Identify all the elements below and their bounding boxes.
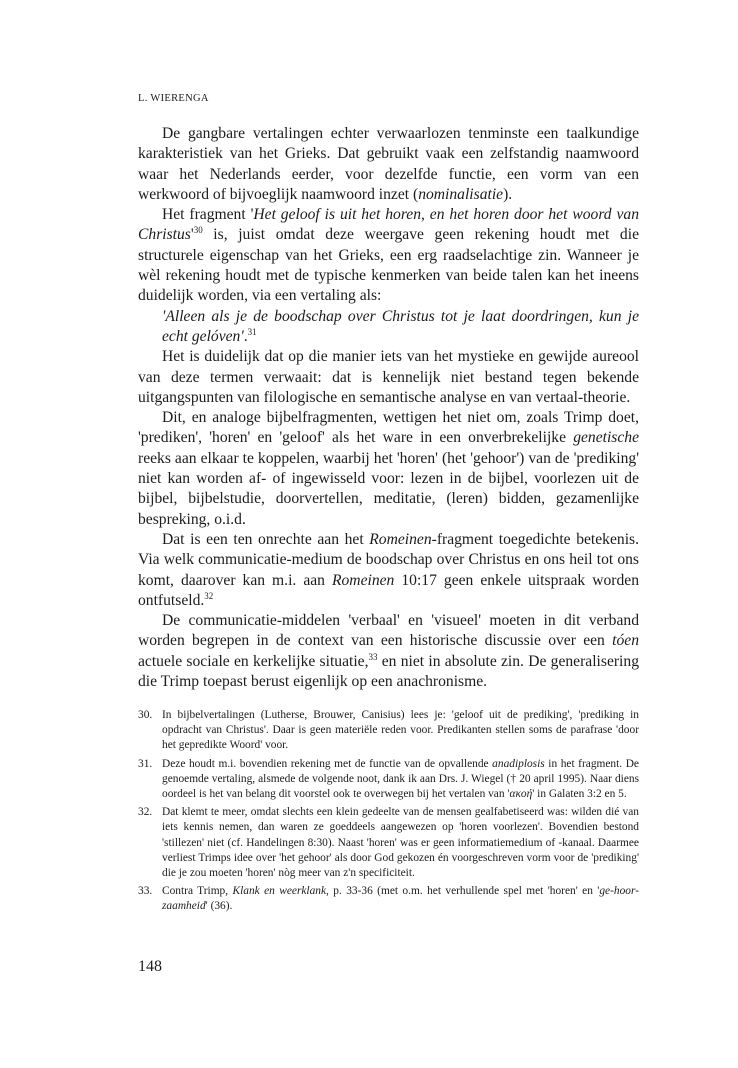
footnote bbox=[138, 884, 639, 914]
italic-text: Het geloof is uit het horen, en het horen door het woord van Christus bbox=[138, 206, 640, 244]
footnote-number: 32. bbox=[138, 806, 153, 819]
paragraph bbox=[138, 124, 639, 205]
text-run: Dat is een ten onrechte aan het bbox=[162, 530, 370, 548]
footnote bbox=[138, 805, 639, 881]
text-run: -fragment toegedichte betekenis. Via welk communicatie-medium de boodschap over Christus en ons heil tot ons komt, daarover kan m.i. aan bbox=[138, 530, 640, 589]
text-run: 10:17 geen enkele uitspraak worden ontfutseld. bbox=[138, 571, 639, 609]
text-run: ' (36). bbox=[205, 900, 233, 913]
text-run: Deze houdt m.i. bovendien rekening met de functie van de opvallende bbox=[162, 757, 493, 770]
italic-text: Romeinen bbox=[331, 571, 395, 589]
italic-text: anadiplosis bbox=[492, 757, 545, 770]
italic-text: ge-hoor-zaamheid bbox=[162, 885, 639, 913]
text-run: , p. 33-36 (met o.m. het verhullende spel met 'horen' en ' bbox=[326, 885, 600, 898]
italic-text: ακοή bbox=[509, 788, 533, 801]
italic-text: 'Alleen als je de boodschap over Christus tot je laat doordringen, kun je echt gelóven' bbox=[162, 307, 639, 345]
text-run: actuele sociale en kerkelijke situatie, bbox=[138, 652, 369, 670]
text-run: is, juist omdat deze weergave geen rekening houdt met die structurele eigenschap van het Grieks, een erg raadselachtige zin. Wanneer je wèl rekening houdt met de typische kenmerken van beide talen kan het ineens duidelijk worden, via een vertaling als: bbox=[138, 226, 639, 305]
italic-text: Romeinen bbox=[369, 530, 432, 548]
running-head: L. WIERENGA bbox=[138, 93, 209, 104]
text-run: en niet in absolute zin. De generalisering die Trimp toepast berust eigenlijk op een anachronisme. bbox=[138, 652, 639, 691]
italic-text: Klank en weerklank bbox=[232, 885, 327, 898]
footnote-reference: 33 bbox=[368, 651, 378, 662]
paragraph bbox=[138, 530, 639, 611]
paragraph bbox=[138, 205, 639, 306]
page-number: 148 bbox=[138, 958, 162, 975]
text-run: in het fragment. De genoemde vertaling, alsmede de volgende noot, dank ik aan Drs. J. Wiegel († 20 april 1995). Naar diens oordeel is het van belang dit voorstel ook te overwegen bij het vertalen van ' bbox=[162, 757, 639, 801]
footnote-reference: 30 bbox=[193, 225, 203, 236]
footnote bbox=[138, 757, 639, 803]
italic-text: nominalisatie bbox=[418, 185, 504, 203]
block-quote bbox=[138, 307, 639, 348]
footnote-reference: 32 bbox=[204, 590, 214, 601]
footnotes bbox=[138, 708, 639, 918]
text-run: ' in Galaten 3:2 en 5. bbox=[532, 788, 627, 801]
text-run: De communicatie-middelen 'verbaal' en 'visueel' moeten in dit verband worden begrepen in de context van een historische discussie over een bbox=[138, 612, 639, 650]
text-run: Het fragment ' bbox=[162, 206, 254, 224]
paragraph bbox=[138, 611, 639, 692]
text-run: Dit, en analoge bijbelfragmenten, wettigen het niet om, zoals Trimp doet, 'prediken', 'horen' en 'geloof' als het ware in een onverbrekelijke bbox=[138, 409, 639, 447]
text-run: Het is duidelijk dat op die manier iets van het mystieke en gewijde aureool van deze termen verwaait: dat is kennelijk niet bestand tegen bekende uitgangspunten van filologische en semantische analyse en van vertaal-theorie. bbox=[138, 348, 639, 406]
text-run: Contra Trimp, bbox=[162, 885, 233, 898]
text-run: De gangbare vertalingen echter verwaarlozen tenminste een taalkundige karakteristiek van het Grieks. Dat gebruikt vaak een zelfstandig naamwoord waar het Nederlands eerder, voor dezelfde functie, een vorm van een werkwoord of bijvoeglijk naamwoord inzet ( bbox=[138, 125, 639, 203]
body-text bbox=[138, 124, 639, 692]
italic-text: tóen bbox=[612, 632, 639, 650]
footnote bbox=[138, 708, 639, 754]
footnote-number: 30. bbox=[138, 709, 153, 721]
paragraph bbox=[138, 408, 639, 530]
footnote-number: 33. bbox=[138, 885, 153, 898]
text-run: In bijbelvertalingen (Lutherse, Brouwer, Canisius) lees je: 'geloof uit de prediking', 'prediking in opdracht van Christus'. Daar is geen materiële reden voor. Predikanten stellen soms de parafrase 'door het gepredikte Woord' voor. bbox=[162, 709, 639, 752]
footnote-number: 31. bbox=[138, 757, 153, 770]
text-run: ' bbox=[190, 226, 194, 244]
footnote-reference: 31 bbox=[247, 326, 257, 337]
italic-text: genetische bbox=[573, 429, 639, 447]
paragraph bbox=[138, 347, 639, 408]
text-run: . bbox=[243, 327, 248, 345]
text-run: Dat klemt te meer, omdat slechts een klein gedeelte van de mensen gealfabetiseerd was: wilden dié van iets kennis nemen, dan waren ze goeddeels aangewezen op 'horen voorlezen'. Bovendien bestond 'stillezen' niet (cf. Handelingen 8:30). Naast 'horen' was er geen informatiemedium of -kanaal. Daarmee verliest Trimps idee over 'het gehoor' als door God gekozen én voorgeschreven vorm voor de 'prediking' die je zou moeten 'horen' nòg meer van z'n specificiteit. bbox=[162, 806, 639, 880]
text-run: reeks aan elkaar te koppelen, waarbij het 'horen' (het 'gehoor') van de 'prediking' niet kan worden af- of ingewisseld voor: lezen in de bijbel, voorlezen uit de bijbel, bijbelstudie, doorvertellen, meditatie, (leren) bidden, gezamenlijke bespreking, o.i.d. bbox=[138, 449, 639, 528]
text-run: ). bbox=[503, 185, 513, 203]
